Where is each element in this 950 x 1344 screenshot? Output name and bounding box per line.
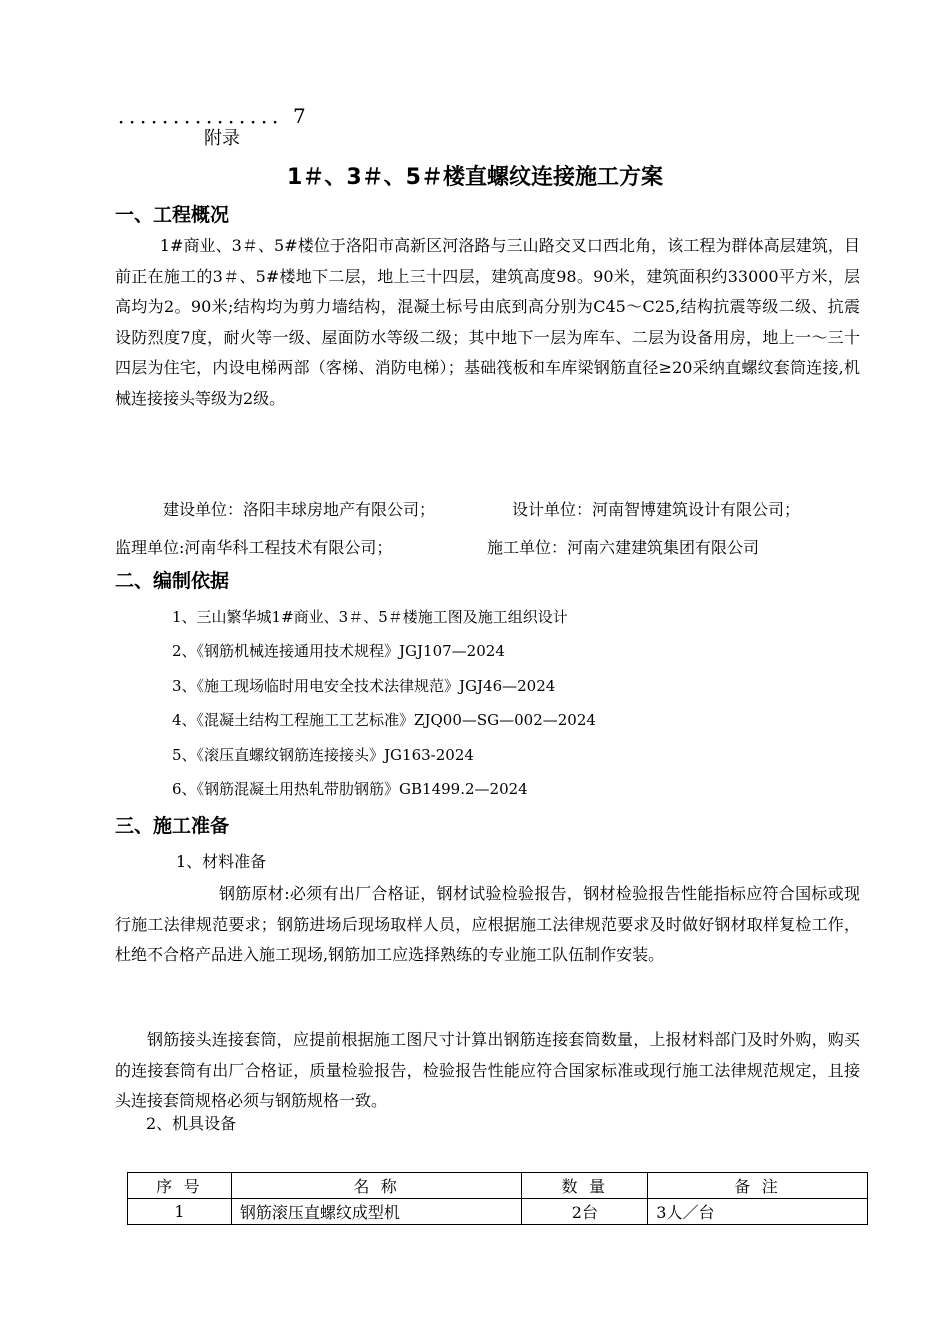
overview-paragraph — [115, 231, 860, 415]
sleeve-paragraph — [115, 1025, 860, 1117]
cell-number: 1 — [128, 1199, 232, 1225]
section-heading-overview: 一、工程概况 — [115, 204, 230, 226]
cell-quantity: 2台 — [522, 1199, 648, 1225]
appendix-label: 附录 — [204, 128, 240, 149]
equipment-table — [127, 1172, 868, 1225]
toc-leader-line: ．．．．．．．．．．．．．．．7 — [118, 104, 307, 128]
column-header-number: 序 号 — [128, 1173, 232, 1199]
rebar-material-text: 钢筋原材:必须有出厂合格证，钢材试验检验报告，钢材检验报告性能指标应符合国标或现行施工法律规范要求；钢筋进场后现场取样人员，应根据施工法律规范要求及时做好钢材取样复检工作，杜绝不合格产品进入施工现场,钢筋加工应选择熟练的专业施工队伍制作安装。 — [115, 884, 860, 965]
basis-item: 5、《滚压直螺纹钢筋连接接头》JG163-2024 — [172, 746, 474, 764]
supervision-unit: 监理单位:河南华科工程技术有限公司； — [115, 538, 393, 557]
design-unit: 设计单位：河南智博建筑设计有限公司； — [512, 500, 801, 519]
document-title: 1＃、3＃、5＃楼直螺纹连接施工方案 — [287, 165, 663, 190]
basis-item: 2、《钢筋机械连接通用技术规程》JGJ107—2024 — [172, 642, 505, 660]
client-unit: 建设单位：洛阳丰球房地产有限公司； — [163, 500, 436, 519]
subheading-materials: 1、材料准备 — [176, 852, 267, 871]
table-header-row — [128, 1173, 868, 1199]
cell-remarks: 3人／台 — [648, 1199, 868, 1225]
basis-item: 6、《钢筋混凝土用热轧带肋钢筋》GB1499.2—2024 — [172, 780, 528, 798]
section-heading-preparation: 三、施工准备 — [115, 815, 230, 837]
subheading-equipment: 2、机具设备 — [146, 1114, 237, 1133]
basis-item: 4、《混凝土结构工程施工工艺标准》ZJQ00—SG—002—2024 — [172, 711, 596, 729]
construction-unit: 施工单位：河南六建建筑集团有限公司 — [487, 538, 760, 557]
column-header-remarks: 备 注 — [648, 1173, 868, 1199]
column-header-name: 名 称 — [231, 1173, 522, 1199]
overview-text: 1#商业、3＃、5#楼位于洛阳市高新区河洛路与三山路交叉口西北角，该工程为群体高层建筑，目前正在施工的3＃、5#楼地下二层，地上三十四层，建筑高度98。90米，建筑面积约33000平方米，层高均为2。90米;结构均为剪力墙结构，混凝土标号由底到高分别为C45～C25,结构抗震等级二级、抗震设防烈度7度，耐火等一级、屋面防水等级二级；其中地下一层为库车、二层为设备用房，地上一～三十四层为住宅，内设电梯两部（客梯、消防电梯）；基础筏板和车库梁钢筋直径≥20采纳直螺纹套筒连接,机械连接接头等级为2级。 — [115, 236, 860, 408]
column-header-quantity: 数 量 — [522, 1173, 648, 1199]
basis-item: 3、《施工现场临时用电安全技术法律规范》JGJ46—2024 — [172, 677, 556, 695]
section-heading-basis: 二、编制依据 — [115, 570, 230, 592]
materials-paragraph — [115, 879, 860, 971]
table-row — [128, 1199, 868, 1225]
basis-item: 1、三山繁华城1#商业、3＃、5＃楼施工图及施工组织设计 — [172, 608, 568, 626]
sleeve-text: 钢筋接头连接套筒，应提前根据施工图尺寸计算出钢筋连接套筒数量，上报材料部门及时外购，购买的连接套筒有出厂合格证，质量检验报告，检验报告性能应符合国家标准或现行施工法律规范规定，且接头连接套筒规格必须与钢筋规格一致。 — [115, 1030, 860, 1111]
cell-name: 钢筋滚压直螺纹成型机 — [231, 1199, 522, 1225]
